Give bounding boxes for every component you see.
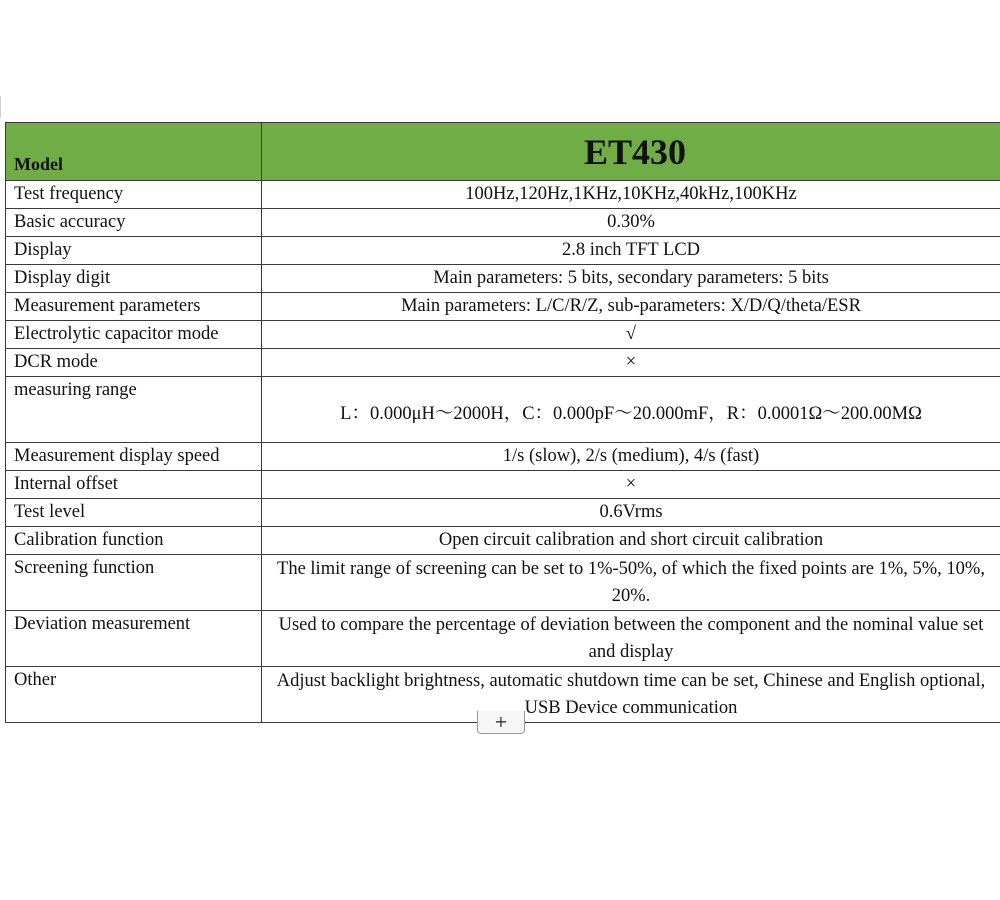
row-value: 0.6Vrms [262, 499, 1000, 527]
row-label: Display digit [6, 265, 262, 293]
row-value: L：0.000μH～2000H，C：0.000pF～20.000mF，R：0.0001Ω～200.00MΩ [262, 377, 1000, 443]
row-value: 100Hz,120Hz,1KHz,10KHz,40kHz,100KHz [262, 181, 1000, 209]
table-row [6, 499, 1000, 527]
header-label-cell: Model [6, 123, 262, 181]
row-label: Internal offset [6, 471, 262, 499]
row-value: 2.8 inch TFT LCD [262, 237, 1000, 265]
table-row [6, 209, 1000, 237]
add-sheet-button[interactable]: + [477, 711, 525, 734]
window-edge-marker [0, 96, 3, 118]
table-header-row [6, 123, 1000, 181]
row-label: Electrolytic capacitor mode [6, 321, 262, 349]
table-row [6, 471, 1000, 499]
row-label: Test frequency [6, 181, 262, 209]
table-row [6, 443, 1000, 471]
row-label: Measurement display speed [6, 443, 262, 471]
row-value: Open circuit calibration and short circuit calibration [262, 527, 1000, 555]
row-label: measuring range [6, 377, 262, 443]
row-value: Used to compare the percentage of deviation between the component and the nominal value set and display [262, 611, 1000, 667]
row-label: Other [6, 667, 262, 723]
row-value: Main parameters: 5 bits, secondary parameters: 5 bits [262, 265, 1000, 293]
row-label: DCR mode [6, 349, 262, 377]
cross-mark-icon: × [262, 471, 1000, 499]
table-row [6, 181, 1000, 209]
cross-mark-icon: × [262, 349, 1000, 377]
table-row [6, 611, 1000, 667]
table-row [6, 527, 1000, 555]
row-label: Screening function [6, 555, 262, 611]
row-label: Measurement parameters [6, 293, 262, 321]
spec-table [5, 122, 1000, 723]
check-mark-icon: √ [262, 321, 1000, 349]
table-row [6, 293, 1000, 321]
row-value: The limit range of screening can be set to 1%-50%, of which the fixed points are 1%, 5%, 10%, 20%. [262, 555, 1000, 611]
table-row [6, 321, 1000, 349]
row-label: Deviation measurement [6, 611, 262, 667]
table-row [6, 377, 1000, 443]
row-label: Basic accuracy [6, 209, 262, 237]
row-value: Adjust backlight brightness, automatic shutdown time can be set, Chinese and English optional, USB Device communication [262, 667, 1000, 723]
row-value: 0.30% [262, 209, 1000, 237]
model-name-cell: ET430 [262, 123, 1000, 181]
row-label: Calibration function [6, 527, 262, 555]
table-row [6, 265, 1000, 293]
table-row [6, 349, 1000, 377]
row-label: Test level [6, 499, 262, 527]
row-label: Display [6, 237, 262, 265]
table-row [6, 555, 1000, 611]
row-value: 1/s (slow), 2/s (medium), 4/s (fast) [262, 443, 1000, 471]
table-row [6, 237, 1000, 265]
row-value: Main parameters: L/C/R/Z, sub-parameters: X/D/Q/theta/ESR [262, 293, 1000, 321]
